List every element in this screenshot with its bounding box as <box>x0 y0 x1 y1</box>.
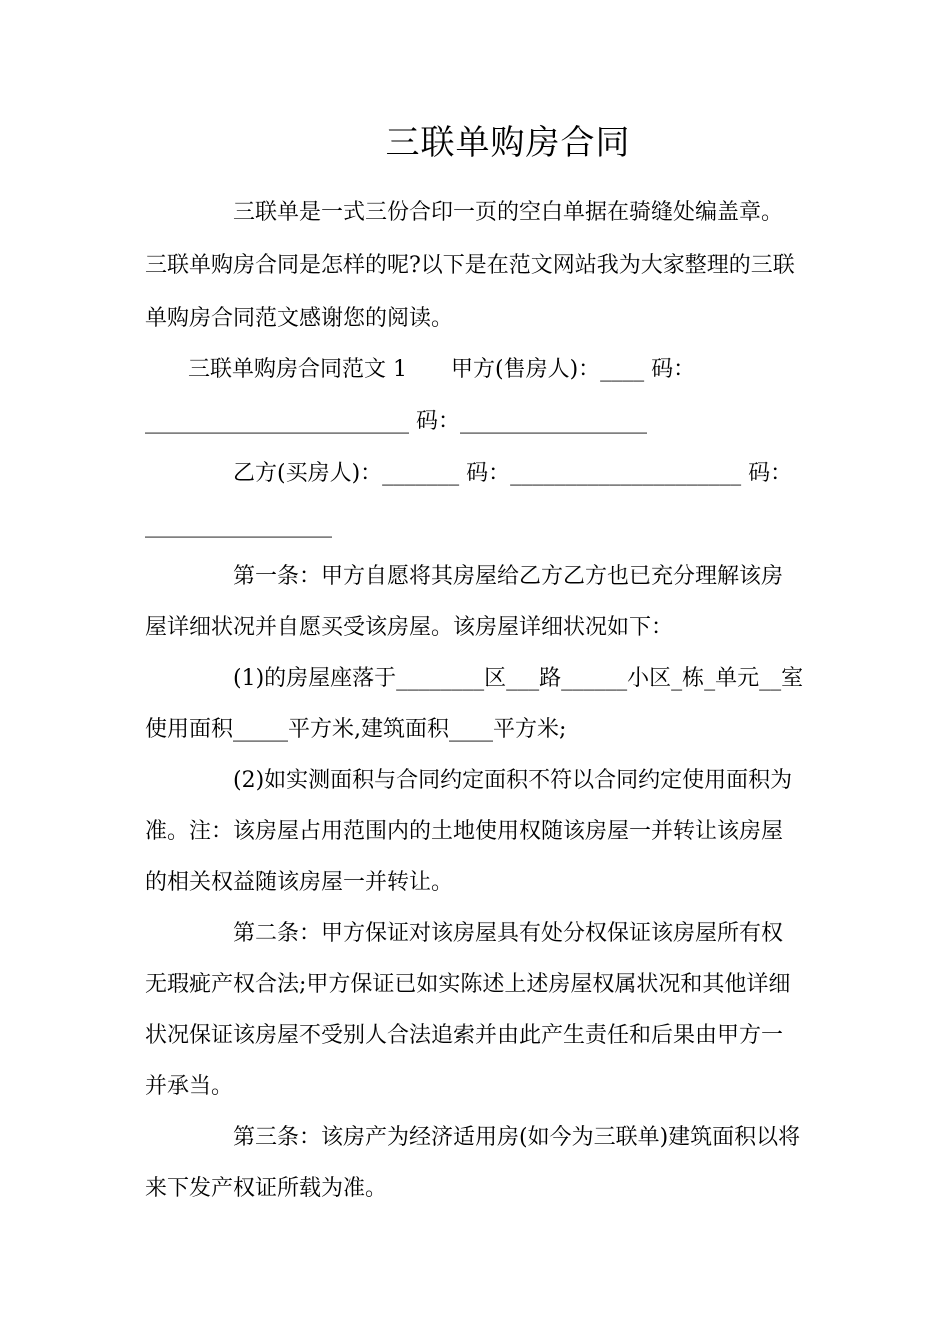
contract-party-line <box>188 350 695 390</box>
blank-fields-line: ________________________ 码：_________________ <box>145 409 647 434</box>
clause-1-line: (1)的房屋座落于________区___路______小区_栋_单元__室 <box>233 666 804 691</box>
paragraph-line: 状况保证该房屋不受别人合法追索并由此产生责任和后果由甲方一 <box>145 1023 784 1048</box>
party-a-field: 甲方(售房人)：____ 码： <box>451 357 696 382</box>
paragraph-line: 屋详细状况并自愿买受该房屋。该房屋详细状况如下： <box>145 615 674 640</box>
article-2-line: 第二条：甲方保证对该房屋具有处分权保证该房屋所有权 <box>233 921 784 946</box>
paragraph-line: 三联单是一式三份合印一页的空白单据在骑缝处编盖章。 <box>233 200 784 225</box>
paragraph-line: 三联单购房合同是怎样的呢?以下是在范文网站我为大家整理的三联 <box>145 253 795 278</box>
article-3-line: 第三条：该房产为经济适用房(如今为三联单)建筑面积以将 <box>233 1125 801 1150</box>
blank-field-line: _________________ <box>145 513 332 538</box>
paragraph-line: 准。注：该房屋占用范围内的土地使用权随该房屋一并转让该房屋 <box>145 819 784 844</box>
paragraph-line: 单购房合同范文感谢您的阅读。 <box>145 306 454 331</box>
clause-2-line: (2)如实测面积与合同约定面积不符以合同约定使用面积为 <box>233 768 793 793</box>
article-1-line: 第一条：甲方自愿将其房屋给乙方乙方也已充分理解该房 <box>233 564 784 589</box>
paragraph-line: 使用面积_____平方米,建筑面积____平方米; <box>145 717 567 742</box>
party-b-line: 乙方(买房人)：_______ 码：_____________________ 码： <box>233 461 793 486</box>
paragraph-line: 的相关权益随该房屋一并转让。 <box>145 870 454 895</box>
contract-sample-label: 三联单购房合同范文 1 <box>188 357 407 382</box>
document-title: 三联单购房合同 <box>385 123 631 163</box>
paragraph-line: 并承当。 <box>145 1074 234 1099</box>
paragraph-line: 来下发产权证所载为准。 <box>145 1176 388 1201</box>
paragraph-line: 无瑕疵产权合法;甲方保证已如实陈述上述房屋权属状况和其他详细 <box>145 972 791 997</box>
